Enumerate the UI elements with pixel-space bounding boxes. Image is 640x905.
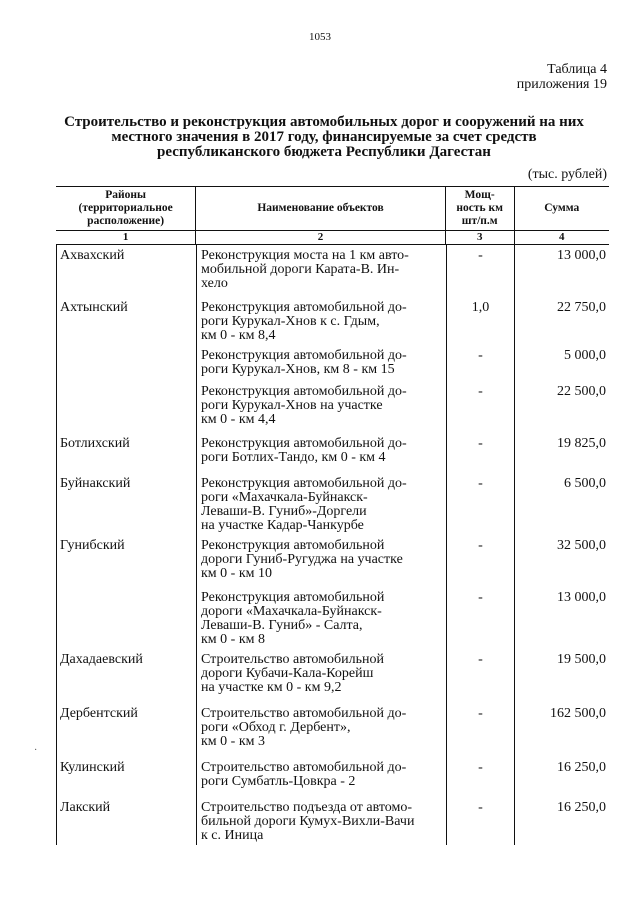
object-cell: Строительство автомобильной до- роги Сумбатль-Цовкра - 2 [196,757,446,797]
table-row [56,757,609,797]
col-number-2: 2 [195,231,445,244]
sum-cell: 22 750,0 [514,297,609,345]
capacity-cell: - [446,797,514,845]
table-reference [517,62,607,92]
header-capacity: Мощ- ность км шт/п.м [445,187,514,230]
table-body [56,245,609,845]
capacity-cell: - [446,587,514,649]
object-cell: Реконструкция автомобильной до- роги Ботлих-Тандо, км 0 - км 4 [196,433,446,473]
district-cell [56,381,196,433]
sum-cell: 13 000,0 [514,245,609,297]
object-cell: Строительство подъезда от автомо- бильной дороги Кумух-Вихли-Вачи к с. Иница [196,797,446,845]
table-row [56,797,609,845]
capacity-cell: 1,0 [446,297,514,345]
district-cell: Ахвахский [60,248,125,263]
table-ref-line2: приложения 19 [516,77,607,92]
capacity-cell: - [446,757,514,797]
table-row [56,381,609,433]
table-row [56,587,609,649]
table-row [56,703,609,757]
capacity-cell: - [446,433,514,473]
object-cell: Строительство автомобильной до- роги «Обход г. Дербент», км 0 - км 3 [196,703,446,757]
object-cell: Реконструкция автомобильной до- роги Курукал-Хнов к с. Гдым, км 0 - км 8,4 [196,297,446,345]
sum-cell: 32 500,0 [514,535,609,587]
sum-cell: 16 250,0 [514,757,609,797]
district-cell: Дахадаевский [60,652,143,667]
district-cell [56,587,196,649]
capacity-cell: - [446,473,514,535]
district-cell [56,345,196,381]
header-district: Районы (территориальное расположение) [78,189,173,227]
table-row [56,245,609,297]
col-number-3: 3 [445,231,514,244]
district-cell: Буйнакский [60,476,131,491]
object-cell: Реконструкция автомобильной дороги «Махачкала-Буйнакск- Леваши-В. Гуниб» - Салта, км 0 - км 8 [196,587,446,649]
sum-cell: 5 000,0 [514,345,609,381]
table-row [56,473,609,535]
col-number-1: 1 [122,231,129,243]
title-line3: республиканского бюджета Республики Дагестан [157,144,491,160]
table-ref-line1: Таблица 4 [547,62,607,77]
object-cell: Реконструкция автомобильной до- роги Курукал-Хнов, км 8 - км 15 [196,345,446,381]
table-header [56,186,609,231]
document-title [40,115,608,160]
sum-cell: 13 000,0 [514,587,609,649]
sum-cell: 16 250,0 [514,797,609,845]
sum-cell: 162 500,0 [514,703,609,757]
district-cell: Дербентский [60,706,138,721]
sum-cell: 19 825,0 [514,433,609,473]
object-cell: Реконструкция моста на 1 км авто- мобильной дороги Карата-В. Ин- хело [196,245,446,297]
object-cell: Реконструкция автомобильной до- роги «Махачкала-Буйнакск- Леваши-В. Гуниб»-Доргели на участке Кадар-Чанкурбе [196,473,446,535]
title-line1: Строительство и реконструкция автомобильных дорог и сооружений на них [64,114,584,130]
capacity-cell: - [446,381,514,433]
units-label: (тыс. рублей) [527,167,607,182]
table-row [56,345,609,381]
object-cell: Реконструкция автомобильной дороги Гуниб-Ругуджа на участке км 0 - км 10 [196,535,446,587]
scan-mark: · [34,745,38,756]
sum-cell: 22 500,0 [514,381,609,433]
header-sum: Сумма [514,187,609,230]
district-cell: Ахтынский [60,300,128,315]
sum-cell: 6 500,0 [514,473,609,535]
table-row [56,649,609,703]
object-cell: Строительство автомобильной дороги Кубачи-Кала-Корейш на участке км 0 - км 9,2 [196,649,446,703]
col-number-4: 4 [514,231,609,244]
capacity-cell: - [446,649,514,703]
title-line2: местного значения в 2017 году, финансируемые за счет средств [111,129,537,145]
table-row [56,535,609,587]
capacity-cell: - [446,535,514,587]
capacity-cell: - [446,345,514,381]
table-row [56,433,609,473]
data-table [56,186,609,845]
header-object: Наименование объектов [195,187,445,230]
district-cell: Кулинский [60,760,125,775]
district-cell: Лакский [60,800,111,815]
sum-cell: 19 500,0 [514,649,609,703]
page-number: 1053 [309,31,331,43]
district-cell: Ботлихский [60,436,130,451]
object-cell: Реконструкция автомобильной до- роги Курукал-Хнов на участке км 0 - км 4,4 [196,381,446,433]
capacity-cell: - [446,245,514,297]
capacity-cell: - [446,703,514,757]
district-cell: Гунибский [60,538,125,553]
table-row [56,297,609,345]
column-numbers [56,231,609,245]
